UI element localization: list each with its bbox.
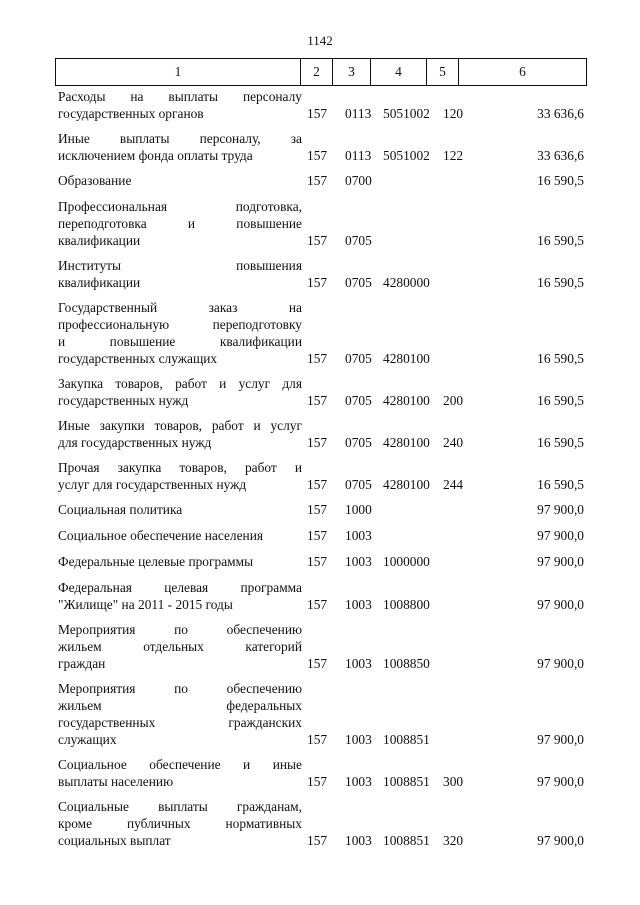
column-header-1: 1 — [56, 59, 301, 86]
page-number: 1142 — [307, 33, 333, 48]
row-item-name-line: Социальные выплаты гражданам, — [58, 799, 302, 814]
row-ministry-code: 157 — [307, 106, 328, 121]
row-item-name-line: Мероприятия по обеспечению — [58, 622, 302, 637]
row-item-name — [55, 756, 302, 790]
row-ministry-code: 157 — [307, 774, 328, 789]
row-amount: 16 590,5 — [537, 435, 584, 450]
row-ministry-code: 157 — [307, 833, 328, 848]
row-ministry-code: 157 — [307, 393, 328, 408]
row-item-name — [55, 501, 302, 518]
row-section-code: 0700 — [345, 173, 372, 188]
budget-table-body — [55, 88, 586, 857]
row-item-name-line: и повышение квалификации — [58, 334, 302, 349]
row-target-code: 4280100 — [383, 393, 430, 408]
row-item-name-line: социальных выплат — [58, 833, 171, 848]
row-item-name-line: Федеральные целевые программы — [58, 554, 254, 569]
row-amount: 16 590,5 — [537, 477, 584, 492]
column-header-table — [55, 58, 587, 86]
row-amount: 16 590,5 — [537, 351, 584, 366]
row-section-code: 1003 — [345, 732, 372, 747]
row-item-name-line: жильем федеральных — [58, 698, 302, 713]
row-amount: 16 590,5 — [537, 393, 584, 408]
row-target-code: 4280100 — [383, 435, 430, 450]
row-target-code: 1000000 — [383, 554, 430, 569]
table-row — [55, 798, 586, 849]
row-section-code: 0705 — [345, 351, 372, 366]
row-item-name — [55, 172, 302, 189]
row-expense-type-code: 200 — [443, 393, 464, 408]
row-item-name — [55, 680, 302, 748]
table-row — [55, 553, 586, 570]
row-item-name-line: государственных гражданских — [58, 715, 302, 730]
row-ministry-code: 157 — [307, 502, 328, 517]
row-amount: 97 900,0 — [537, 502, 584, 517]
row-item-name — [55, 257, 302, 291]
row-ministry-code: 157 — [307, 275, 328, 290]
row-item-name-line: государственных органов — [58, 106, 204, 121]
row-item-name-line: услуг для государственных нужд — [58, 477, 247, 492]
row-item-name-line: выплаты населению — [58, 774, 174, 789]
row-item-name-line: Государственный заказ на — [58, 300, 302, 315]
row-item-name — [55, 621, 302, 672]
row-section-code: 0705 — [345, 435, 372, 450]
row-item-name-line: Социальная политика — [58, 502, 183, 517]
table-row — [55, 756, 586, 790]
row-expense-type-code: 240 — [443, 435, 464, 450]
row-item-name — [55, 579, 302, 613]
row-amount: 33 636,6 — [537, 148, 584, 163]
table-row — [55, 172, 586, 189]
row-item-name-line: Социальное обеспечение населения — [58, 528, 264, 543]
row-expense-type-code: 300 — [443, 774, 464, 789]
row-item-name-line: Закупка товаров, работ и услуг для — [58, 376, 302, 391]
table-row — [55, 621, 586, 672]
row-ministry-code: 157 — [307, 656, 328, 671]
row-target-code: 5051002 — [383, 106, 430, 121]
row-item-name — [55, 527, 302, 544]
row-amount: 16 590,5 — [537, 173, 584, 188]
table-row — [55, 417, 586, 451]
row-section-code: 0113 — [345, 106, 372, 121]
row-item-name-line: Профессиональная подготовка, — [58, 199, 302, 214]
row-expense-type-code: 244 — [443, 477, 464, 492]
row-target-code: 5051002 — [383, 148, 430, 163]
row-ministry-code: 157 — [307, 597, 328, 612]
row-item-name — [55, 130, 302, 164]
row-section-code: 0705 — [345, 275, 372, 290]
row-item-name — [55, 299, 302, 367]
row-section-code: 0705 — [345, 233, 372, 248]
row-item-name-line: государственных служащих — [58, 351, 218, 366]
row-amount: 16 590,5 — [537, 233, 584, 248]
row-section-code: 1003 — [345, 597, 372, 612]
table-row — [55, 130, 586, 164]
row-item-name — [55, 88, 302, 122]
row-section-code: 1003 — [345, 528, 372, 543]
row-item-name-line: квалификации — [58, 233, 141, 248]
row-item-name — [55, 417, 302, 451]
row-item-name-line: служащих — [58, 732, 117, 747]
row-ministry-code: 157 — [307, 233, 328, 248]
row-target-code: 1008851 — [383, 732, 430, 747]
row-section-code: 1003 — [345, 774, 372, 789]
row-item-name-line: государственных нужд — [58, 393, 189, 408]
row-item-name — [55, 198, 302, 249]
row-item-name-line: для государственных нужд — [58, 435, 212, 450]
row-target-code: 4280100 — [383, 351, 430, 366]
row-item-name-line: исключением фонда оплаты труда — [58, 148, 253, 163]
row-item-name-line: "Жилище" на 2011 - 2015 годы — [58, 597, 233, 612]
row-item-name-line: граждан — [58, 656, 106, 671]
row-ministry-code: 157 — [307, 173, 328, 188]
column-header-6: 6 — [459, 59, 587, 86]
row-section-code: 1003 — [345, 833, 372, 848]
row-amount: 97 900,0 — [537, 656, 584, 671]
table-row — [55, 299, 586, 367]
row-target-code: 1008850 — [383, 656, 430, 671]
row-section-code: 1003 — [345, 656, 372, 671]
table-row — [55, 88, 586, 122]
row-item-name-line: Федеральная целевая программа — [58, 580, 302, 595]
row-target-code: 1008851 — [383, 833, 430, 848]
row-amount: 97 900,0 — [537, 833, 584, 848]
row-item-name-line: Образование — [58, 173, 132, 188]
column-header-3: 3 — [333, 59, 371, 86]
row-amount: 97 900,0 — [537, 554, 584, 569]
column-header-5: 5 — [427, 59, 459, 86]
row-amount: 97 900,0 — [537, 597, 584, 612]
table-row — [55, 375, 586, 409]
row-item-name-line: профессиональную переподготовку — [58, 317, 302, 332]
row-amount: 97 900,0 — [537, 774, 584, 789]
table-row — [55, 501, 586, 518]
row-item-name-line: Расходы на выплаты персоналу — [58, 89, 302, 104]
row-item-name — [55, 375, 302, 409]
row-item-name-line: Социальное обеспечение и иные — [58, 757, 302, 772]
table-row — [55, 680, 586, 748]
row-item-name-line: квалификации — [58, 275, 141, 290]
column-header-4: 4 — [371, 59, 427, 86]
row-item-name-line: Иные закупки товаров, работ и услуг — [58, 418, 302, 433]
row-item-name-line: Иные выплаты персоналу, за — [58, 131, 302, 146]
row-section-code: 0705 — [345, 393, 372, 408]
row-expense-type-code: 320 — [443, 833, 464, 848]
row-ministry-code: 157 — [307, 528, 328, 543]
row-item-name-line: Мероприятия по обеспечению — [58, 681, 302, 696]
row-ministry-code: 157 — [307, 477, 328, 492]
row-item-name-line: Прочая закупка товаров, работ и — [58, 460, 302, 475]
row-item-name-line: кроме публичных нормативных — [58, 816, 302, 831]
row-section-code: 1000 — [345, 502, 372, 517]
table-row — [55, 579, 586, 613]
row-ministry-code: 157 — [307, 148, 328, 163]
row-ministry-code: 157 — [307, 351, 328, 366]
table-row — [55, 198, 586, 249]
row-expense-type-code: 120 — [443, 106, 464, 121]
row-item-name — [55, 553, 302, 570]
row-target-code: 4280100 — [383, 477, 430, 492]
table-row — [55, 527, 586, 544]
row-amount: 16 590,5 — [537, 275, 584, 290]
row-section-code: 0705 — [345, 477, 372, 492]
row-expense-type-code: 122 — [443, 148, 464, 163]
row-ministry-code: 157 — [307, 435, 328, 450]
row-target-code: 4280000 — [383, 275, 430, 290]
row-item-name — [55, 459, 302, 493]
row-item-name — [55, 798, 302, 849]
row-amount: 97 900,0 — [537, 528, 584, 543]
row-ministry-code: 157 — [307, 554, 328, 569]
column-header-2: 2 — [301, 59, 333, 86]
row-item-name-line: жильем отдельных категорий — [58, 639, 302, 654]
row-amount: 33 636,6 — [537, 106, 584, 121]
row-item-name-line: Институты повышения — [58, 258, 302, 273]
table-row — [55, 459, 586, 493]
row-amount: 97 900,0 — [537, 732, 584, 747]
row-target-code: 1008800 — [383, 597, 430, 612]
row-item-name-line: переподготовка и повышение — [58, 216, 302, 231]
row-section-code: 0113 — [345, 148, 372, 163]
row-ministry-code: 157 — [307, 732, 328, 747]
table-row — [55, 257, 586, 291]
row-section-code: 1003 — [345, 554, 372, 569]
row-target-code: 1008851 — [383, 774, 430, 789]
